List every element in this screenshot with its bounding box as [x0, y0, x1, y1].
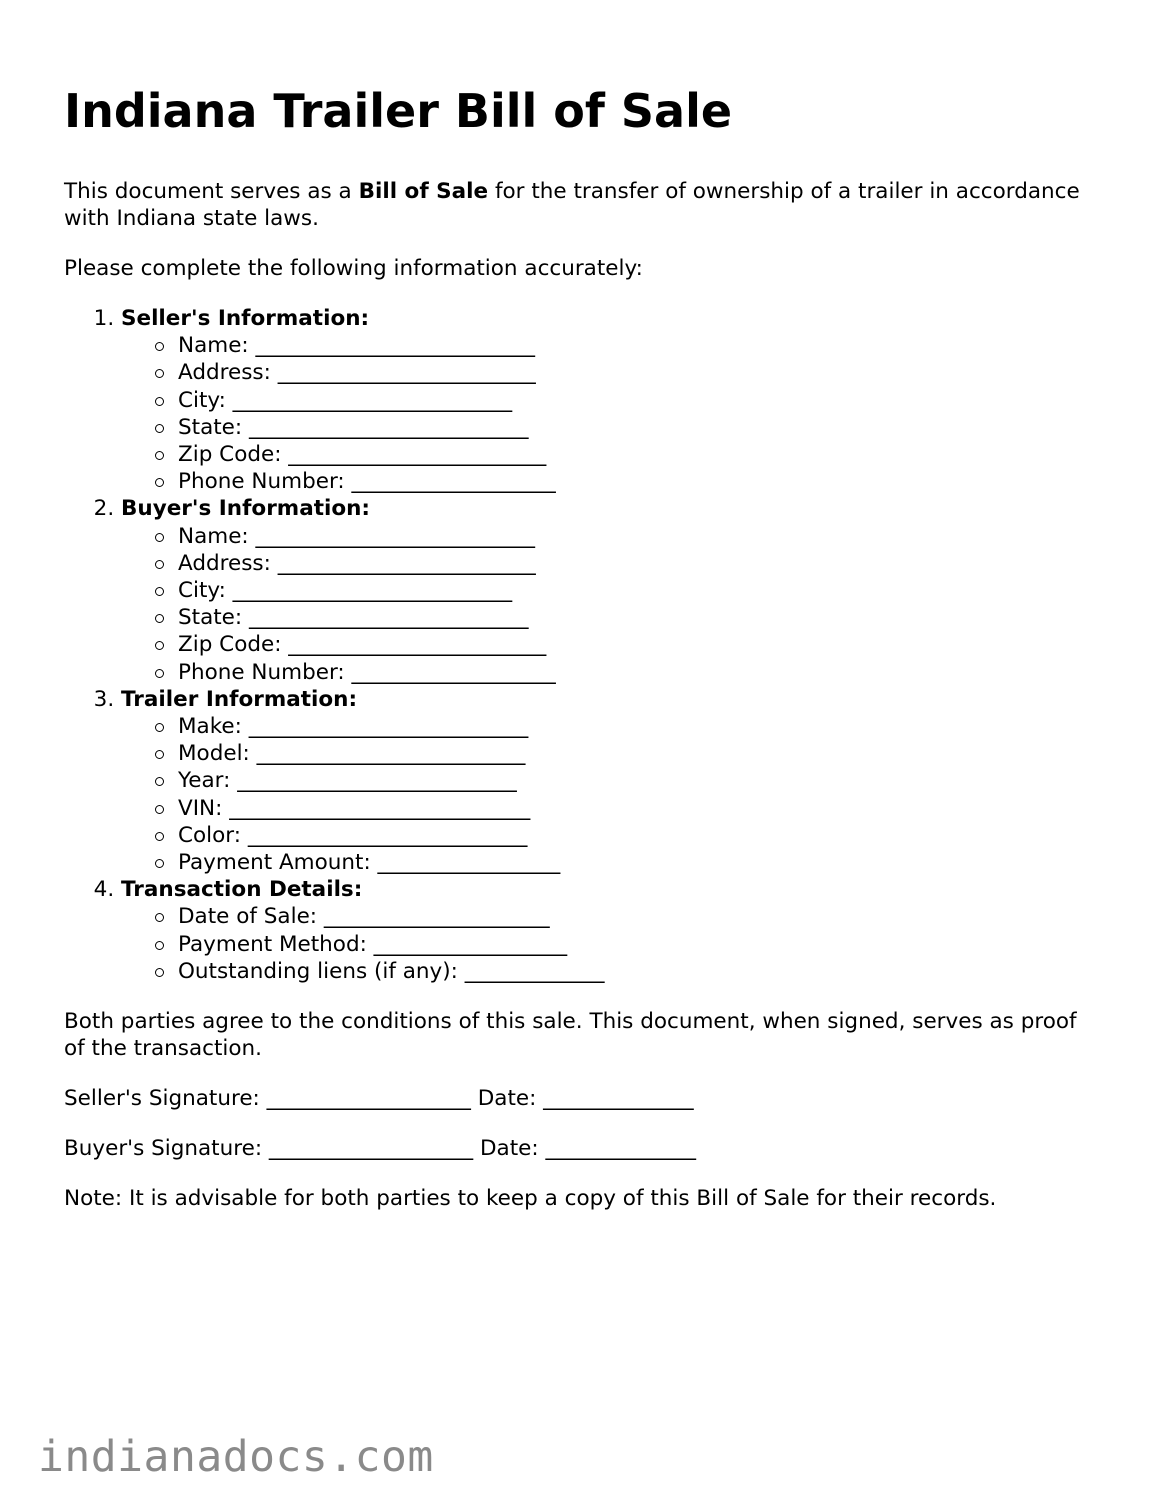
section-seller — [121, 305, 1104, 495]
sections-list — [64, 305, 1104, 985]
section-trailer — [121, 686, 1104, 876]
section-heading: Seller's Information: — [121, 306, 370, 331]
field-list — [121, 903, 1104, 985]
field-line: Date of Sale: _____________________ — [178, 903, 1104, 930]
document-page — [64, 84, 1104, 1235]
field-list — [121, 332, 1104, 495]
section-buyer — [121, 495, 1104, 685]
field-line: Outstanding liens (if any): _____________ — [178, 958, 1104, 985]
instructions-paragraph: Please complete the following information accurately: — [64, 256, 643, 281]
intro-text-after: for the transfer of ownership of a trailer in accordance with Indiana state laws. — [64, 179, 1080, 231]
field-line: Phone Number: ___________________ — [178, 468, 1104, 495]
agreement-paragraph: Both parties agree to the conditions of this sale. This document, when signed, serves as proof of the transaction. — [64, 1009, 1077, 1062]
field-list — [121, 713, 1104, 876]
field-line: State: __________________________ — [178, 414, 1104, 441]
field-line: State: __________________________ — [178, 604, 1104, 631]
watermark: indianadocs.com — [38, 1432, 434, 1482]
field-line: Year: __________________________ — [178, 767, 1104, 794]
field-line: Color: __________________________ — [178, 822, 1104, 849]
seller-signature-line: Seller's Signature: ___________________ Date: ______________ — [64, 1086, 694, 1112]
field-line: Zip Code: ________________________ — [178, 441, 1104, 468]
intro-paragraph — [64, 178, 1104, 232]
section-heading: Trailer Information: — [121, 686, 358, 712]
field-line: Model: _________________________ — [178, 740, 1104, 767]
intro-text-before: This document serves as a — [64, 179, 359, 204]
intro-bold-term: Bill of Sale — [358, 179, 489, 204]
field-list — [121, 523, 1104, 686]
section-transaction — [121, 876, 1104, 985]
field-line: Zip Code: ________________________ — [178, 631, 1104, 658]
field-line: Payment Amount: _________________ — [178, 849, 1104, 876]
field-line: VIN: ____________________________ — [178, 795, 1104, 822]
field-line: City: __________________________ — [178, 387, 1104, 414]
field-line: Name: __________________________ — [178, 332, 1104, 359]
field-line: City: __________________________ — [178, 577, 1104, 604]
buyer-signature-line: Buyer's Signature: ___________________ Date: ______________ — [64, 1136, 696, 1162]
field-line: Make: __________________________ — [178, 713, 1104, 740]
field-line: Address: ________________________ — [178, 359, 1104, 386]
section-heading: Transaction Details: — [121, 877, 363, 903]
document-title: Indiana Trailer Bill of Sale — [64, 84, 733, 138]
field-line: Address: ________________________ — [178, 550, 1104, 577]
field-line: Payment Method: __________________ — [178, 931, 1104, 958]
field-line: Phone Number: ___________________ — [178, 659, 1104, 686]
field-line: Name: __________________________ — [178, 523, 1104, 550]
note-paragraph: Note: It is advisable for both parties to keep a copy of this Bill of Sale for their records. — [64, 1186, 997, 1212]
section-heading: Buyer's Information: — [121, 496, 371, 522]
